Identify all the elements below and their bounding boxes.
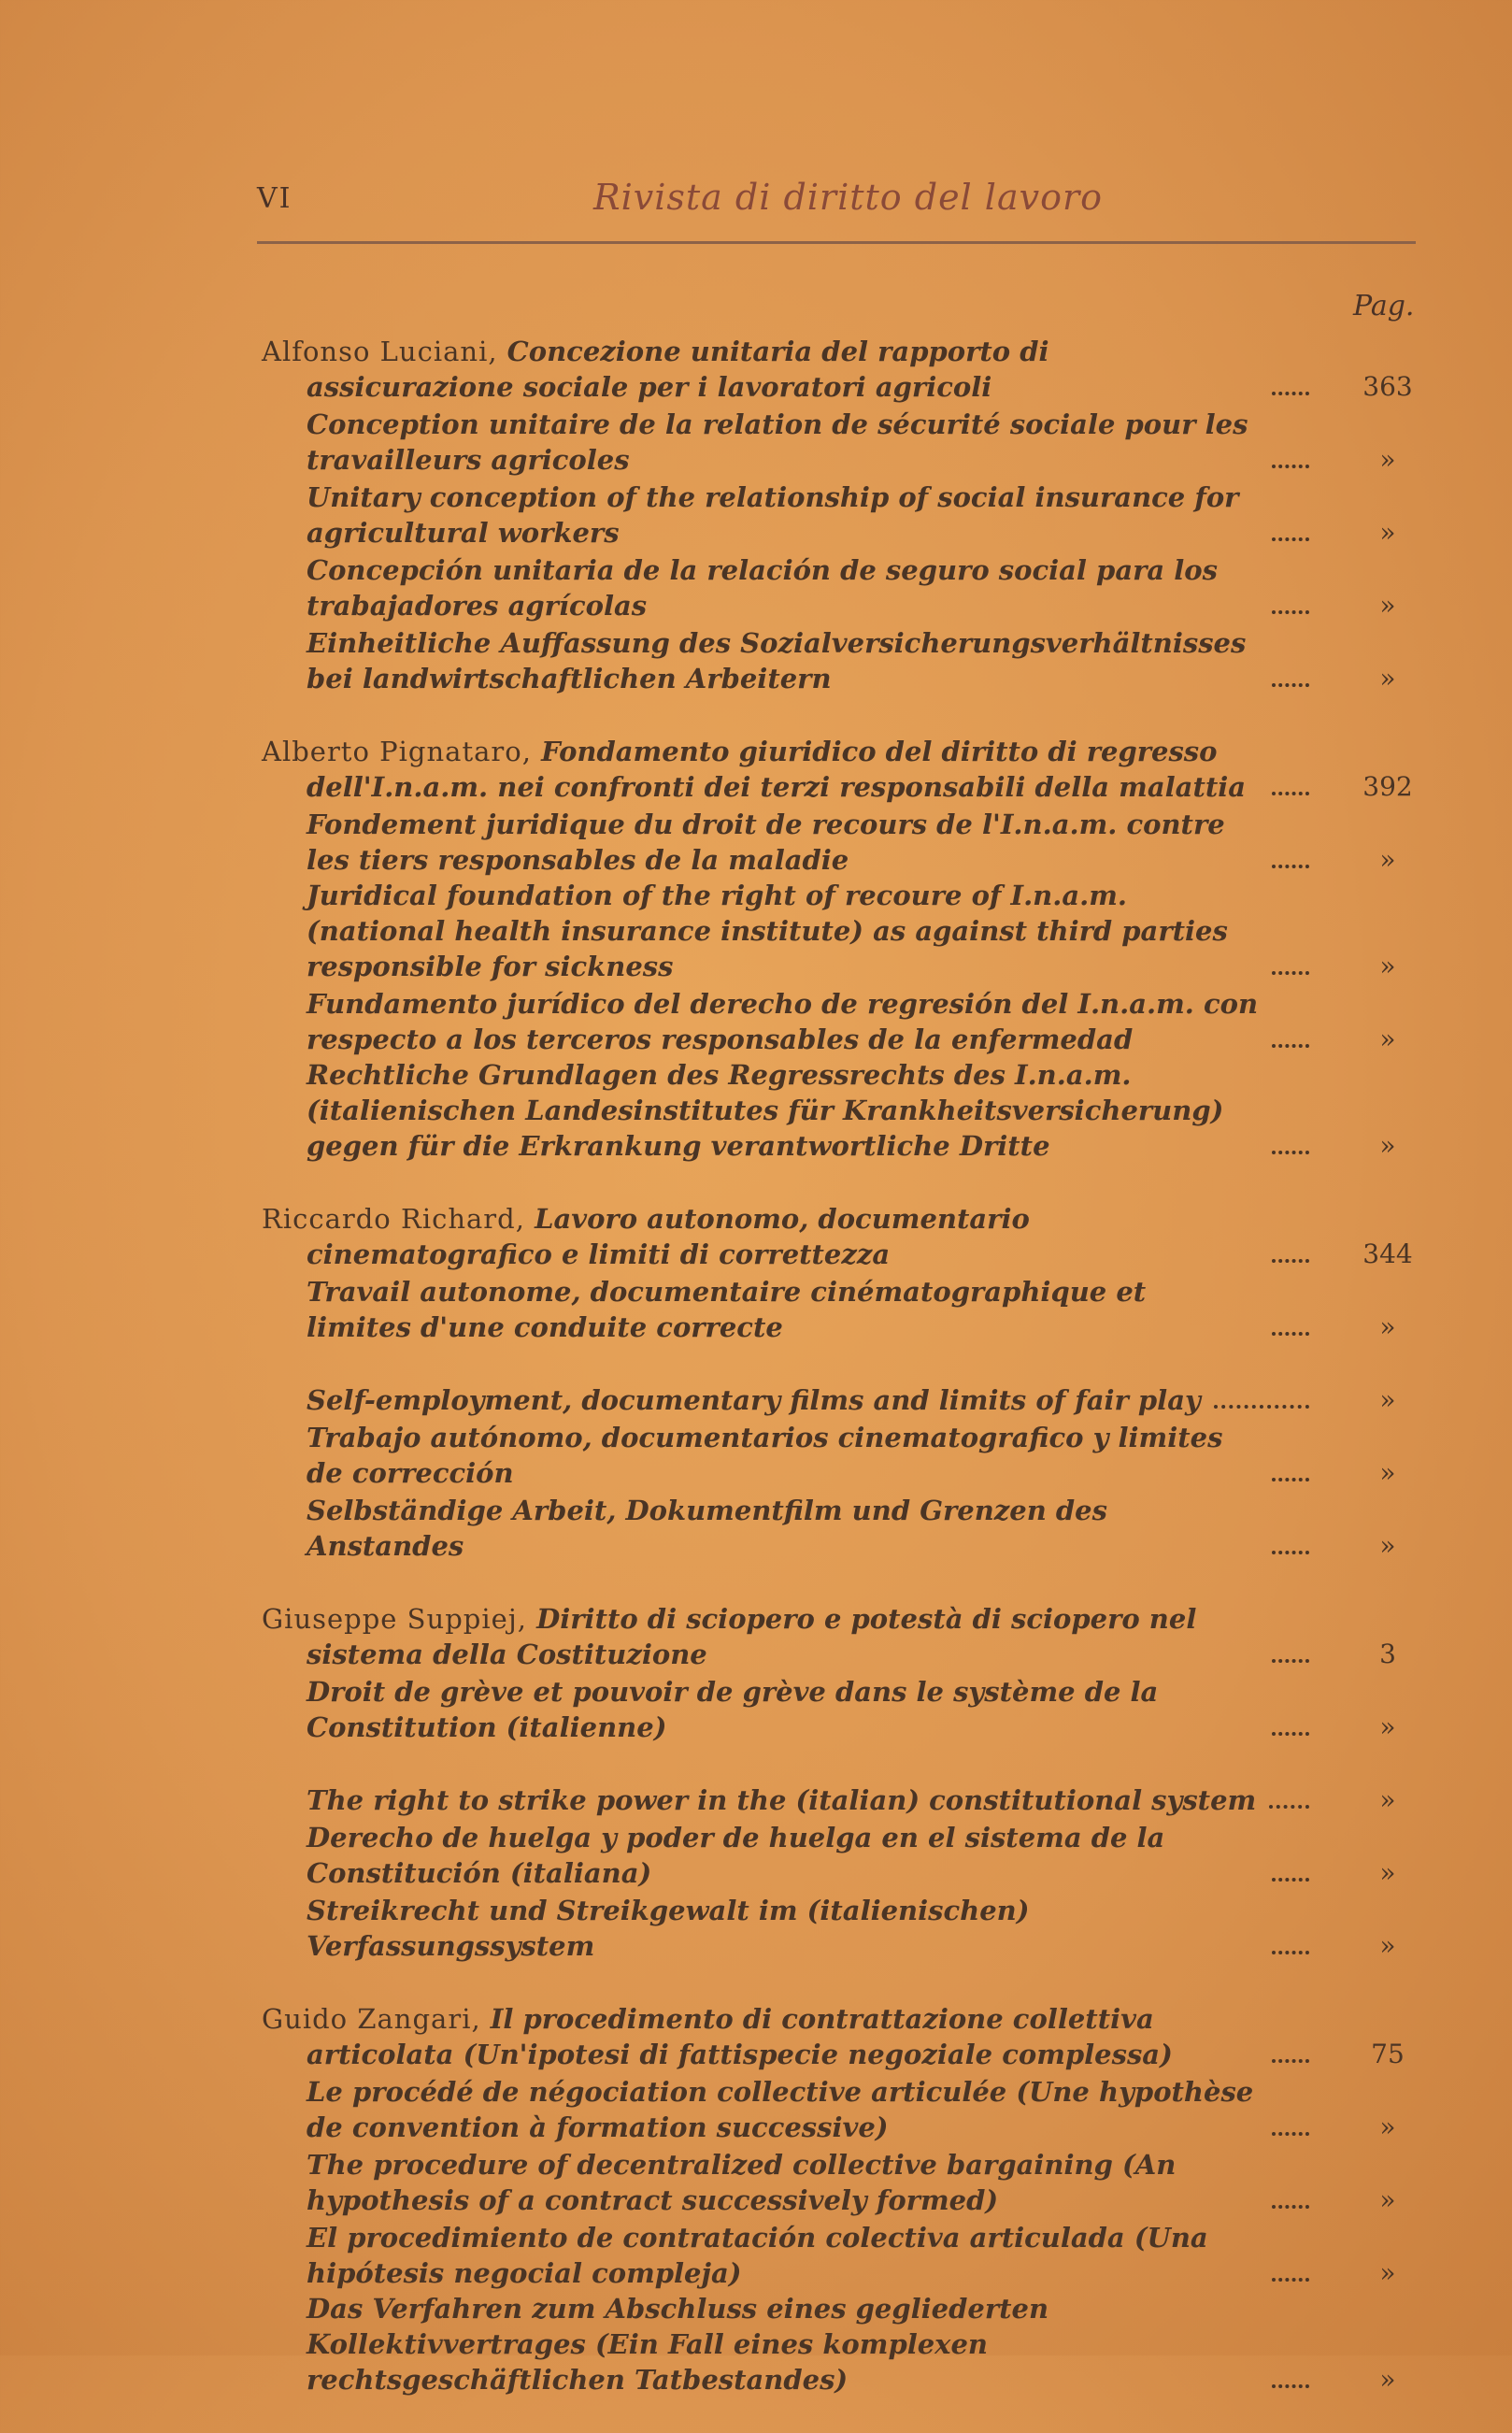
toc-line [262, 551, 1481, 623]
dot-leader [1272, 1331, 1309, 1336]
toc-entry [262, 1999, 1481, 2397]
toc-line [262, 984, 1481, 1057]
toc-line [262, 405, 1481, 478]
dot-leader [1272, 1877, 1309, 1882]
toc-line [262, 1199, 1481, 1272]
dot-leader [1269, 1804, 1309, 1809]
author-name: Guido Zangari, [262, 2003, 481, 2035]
dot-leader [1214, 1404, 1309, 1409]
toc-line [262, 1057, 1481, 1164]
page-ref: » [1379, 2184, 1396, 2215]
article-translation: Concepción unitaria de la relación de seguro social para los trabajadores agrícolas [307, 554, 1218, 622]
article-translation: Travail autonome, documentaire cinématographique et limites d'une conduite correcte [307, 1276, 1147, 1343]
page-ref: » [1379, 663, 1396, 694]
dot-leader [1272, 1658, 1309, 1663]
toc-line [262, 1999, 1481, 2072]
dot-leader [1272, 1731, 1309, 1736]
article-translation: Le procédé de négociation collective articulée (Une hypothèse de convention à formation successive) [307, 2076, 1254, 2143]
dot-leader [1272, 864, 1309, 868]
page-ref: » [1379, 1711, 1396, 1742]
dot-leader [1272, 1258, 1309, 1263]
toc-line [262, 2291, 1481, 2397]
dot-leader [1272, 2383, 1309, 2388]
article-translation: The procedure of decentralized collective bargaining (An hypothesis of a contract successively formed) [307, 2149, 1177, 2216]
article-translation: Conception unitaire de la relation de sécurité sociale pour les travailleurs agricoles [307, 408, 1248, 476]
toc-line [262, 2145, 1481, 2218]
page-ref: » [1379, 1857, 1396, 1888]
page-ref: » [1379, 1023, 1396, 1054]
toc-line [262, 1272, 1481, 1345]
pag-label: Pag. [1353, 290, 1415, 322]
toc-entry [262, 1199, 1481, 1564]
page-ref: 344 [1362, 1238, 1413, 1269]
article-title: Concezione unitaria del rapporto di assicurazione sociale per i lavoratori agricoli [307, 336, 1049, 403]
dot-leader [1272, 2277, 1309, 2282]
page-ref: » [1379, 2364, 1396, 2395]
page-ref: 392 [1362, 771, 1413, 802]
header-rule [257, 241, 1416, 244]
author-name: Riccardo Richard, [262, 1203, 525, 1235]
toc-line [262, 332, 1481, 405]
article-translation: Streikrecht und Streikgewalt im (italienischen) Verfassungssystem [307, 1895, 1030, 1962]
dot-leader [1272, 2204, 1309, 2209]
article-translation: Trabajo autónomo, documentarios cinematografico y limites de corrección [307, 1422, 1223, 1489]
toc-line [262, 1818, 1481, 1891]
article-translation: Selbständige Arbeit, Dokumentfilm und Grenzen des Anstandes [307, 1495, 1107, 1562]
toc-line [262, 623, 1481, 696]
toc-line [262, 2072, 1481, 2145]
page-ref: 3 [1379, 1639, 1396, 1669]
page-ref: » [1379, 1311, 1396, 1342]
dot-leader [1272, 2058, 1309, 2063]
article-translation: Fundamento jurídico del derecho de regresión del I.n.a.m. con respecto a los terceros responsables de la enfermedad [307, 988, 1259, 1055]
toc-line [262, 1891, 1481, 1964]
toc-entry [262, 1599, 1481, 1964]
toc-line [262, 732, 1481, 805]
page-ref: » [1379, 1384, 1396, 1415]
toc-line [262, 1672, 1481, 1745]
dot-leader [1272, 609, 1309, 614]
page-number: VI [257, 182, 292, 215]
toc-entry [262, 332, 1481, 696]
table-of-contents [262, 332, 1481, 2433]
page-ref: » [1379, 444, 1396, 475]
dot-leader [1272, 2131, 1309, 2136]
article-title: Lavoro autonomo, documentario cinematografico e limiti di correttezza [307, 1203, 1030, 1270]
article-title: Fondamento giuridico del diritto di regresso dell'I.n.a.m. nei confronti dei terzi responsabili della malattia [307, 736, 1247, 803]
dot-leader [1272, 1043, 1309, 1048]
article-translation: Fondement juridique du droit de recours de l'I.n.a.m. contre les tiers responsables de la maladie [307, 809, 1225, 876]
page-ref: » [1379, 1530, 1396, 1561]
page-ref: » [1379, 1930, 1396, 1961]
page-ref: 75 [1371, 2039, 1405, 2069]
article-translation: Juridical foundation of the right of recoure of I.n.a.m. (national health insurance institute) as against third parties responsible for sickness [307, 880, 1228, 982]
article-title: Il procedimento di contrattazione collettiva articolata (Un'ipotesi di fattispecie negoziale complessa) [307, 2003, 1173, 2070]
article-translation: Unitary conception of the relationship of social insurance for agricultural workers [307, 481, 1239, 549]
toc-line [262, 478, 1481, 551]
dot-leader [1272, 970, 1309, 975]
page-ref: » [1379, 2257, 1396, 2288]
article-translation: Droit de grève et pouvoir de grève dans le système de la Constitution (italienne) [307, 1676, 1159, 1743]
toc-line [262, 2218, 1481, 2291]
toc-line [262, 1491, 1481, 1564]
journal-title: Rivista di diritto del lavoro [593, 177, 1103, 218]
page-ref: 363 [1362, 371, 1413, 402]
article-title: Diritto di sciopero e potestà di sciopero nel sistema della Costituzione [307, 1603, 1197, 1670]
page-ref: » [1379, 590, 1396, 621]
page-ref: » [1379, 951, 1396, 981]
dot-leader [1272, 1477, 1309, 1481]
article-translation: El procedimiento de contratación colectiva articulada (Una hipótesis negocial compleja) [307, 2222, 1208, 2289]
page-ref: » [1379, 1784, 1396, 1815]
page-ref: » [1379, 1457, 1396, 1488]
dot-leader [1272, 391, 1309, 395]
page-ref: » [1379, 517, 1396, 548]
dot-leader [1272, 464, 1309, 468]
toc-entry [262, 732, 1481, 1164]
page-header [257, 177, 1420, 220]
article-translation: Self-employment, documentary films and limits of fair play [307, 1384, 1201, 1416]
dot-leader [1272, 1550, 1309, 1554]
author-name: Giuseppe Suppiej, [262, 1603, 527, 1635]
article-translation: Einheitliche Auffassung des Sozialversicherungsverhältnisses bei landwirtschaftlichen Arbeitern [307, 627, 1247, 694]
toc-line [262, 805, 1481, 878]
article-translation: The right to strike power in the (italian) constitutional system [307, 1784, 1257, 1816]
toc-line [262, 1745, 1481, 1818]
dot-leader [1272, 791, 1309, 795]
article-translation: Das Verfahren zum Abschluss eines gegliederten Kollektivvertrages (Ein Fall eines komplexen rechtsgeschäftlichen Tatbestandes) [307, 2293, 1049, 2396]
page-ref: » [1379, 844, 1396, 875]
toc-line [262, 1599, 1481, 1672]
toc-line [262, 1418, 1481, 1491]
author-name: Alfonso Luciani, [262, 336, 498, 367]
dot-leader [1272, 1950, 1309, 1954]
dot-leader [1272, 682, 1309, 687]
dot-leader [1272, 537, 1309, 541]
dot-leader [1272, 1150, 1309, 1154]
toc-line [262, 878, 1481, 984]
author-name: Alberto Pignataro, [262, 736, 532, 767]
page-ref: » [1379, 2111, 1396, 2142]
page-ref: » [1379, 1130, 1396, 1161]
article-translation: Derecho de huelga y poder de huelga en el sistema de la Constitución (italiana) [307, 1822, 1165, 1889]
toc-line [262, 1345, 1481, 1418]
article-translation: Rechtliche Grundlagen des Regressrechts des I.n.a.m. (italienischen Landesinstitutes für Krankheitsversicherung) gegen für die Erkrankung verantwortliche Dritte [307, 1059, 1224, 1162]
